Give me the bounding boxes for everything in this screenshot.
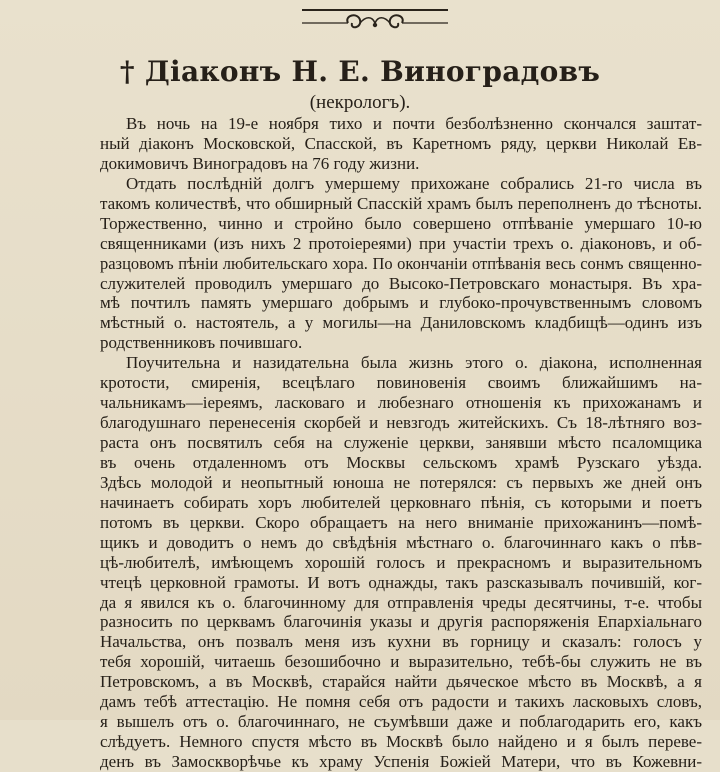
paragraph: [100, 353, 702, 772]
text-line: да я явился къ о. благочинному для отправленія чреды десятчины, т-е. чтобы: [100, 592, 702, 612]
text-line: ный діаконъ Московской, Спасской, въ Каретномъ ряду, церкви Николай Ев-: [100, 133, 702, 153]
text-line: щикъ и доводитъ о немъ до свѣдѣнія мѣстнаго о. благочиннаго какъ о пѣв-: [100, 532, 702, 552]
text-line: въ очень отдаленномъ отъ Москвы сельскомъ храмѣ Рузскаго уѣзда.: [100, 452, 702, 472]
text-line: цѣ-любителѣ, имѣющемъ хорошій голосъ и прекрасномъ и выразительномъ: [100, 552, 702, 572]
article-subtitle: (некрологъ).: [309, 92, 411, 113]
text-line: благодушнаго перенесенія скорбей и невзгодъ житейскихъ. Съ 18-лѣтняго воз-: [100, 413, 702, 433]
text-line: Петровскомъ, а въ Москвѣ, старайся найти дьяческое мѣсто въ Москвѣ, а я: [100, 672, 702, 692]
text-line: потомъ въ церкви. Скоро обращаетъ на него вниманіе прихожанинъ—помѣ-: [100, 512, 702, 532]
text-line: я вышелъ отъ о. благочиннаго, не съумѣвши даже и поблагодарить его, какъ: [100, 712, 702, 732]
text-line: разцовомъ пѣніи любительскаго хора. По окончаніи отпѣванія весь сонмъ священно-: [100, 253, 702, 273]
text-line: раста онъ посвятилъ себя на служеніе церкви, занявши мѣсто псаломщика: [100, 433, 702, 452]
text-line: священниками (изъ нихъ 2 протоіереями) при участіи трехъ о. діаконовъ, и об-: [100, 233, 702, 253]
text-line: Отдать послѣдній долгъ умершему прихожане собрались 21-го числа въ: [126, 173, 702, 193]
text-line: мѣ почтилъ память умершаго добрымъ и глубоко-прочувственнымъ словомъ: [100, 293, 702, 313]
text-line: тебя хорошій, читаешь безошибочно и выразительно, тебѣ-бы служить не въ: [100, 652, 702, 672]
text-line: дамъ тебѣ аттестацію. Не помня себя отъ радости и такихъ ласковыхъ словъ,: [100, 692, 702, 712]
text-line: родственниковъ почившаго.: [100, 333, 303, 353]
text-line: Въ ночь на 19-е ноября тихо и почти безболѣзненно скончался заштат-: [126, 114, 702, 133]
text-line: Поучительна и назидательна была жизнь этого о. діакона, исполненная: [126, 353, 702, 373]
paragraph: [100, 174, 702, 353]
text-line: чальникамъ—іереямъ, ласковаго и любезнаго отношенія къ прихожанамъ и: [100, 393, 702, 413]
paragraph: [100, 114, 702, 174]
text-line: Торжественно, чинно и стройно было совершено отпѣваніе умершаго 10-ю: [100, 213, 702, 233]
text-line: такомъ количествѣ, что обширный Спасскій храмъ былъ переполненъ до тѣсноты.: [100, 193, 702, 213]
text-line: слѣдуетъ. Немного спустя мѣсто въ Москвѣ было найдено и я былъ переве-: [100, 732, 702, 752]
text-line: денъ въ Замоскворѣчье къ храму Успенія Божіей Матери, что въ Кожевни-: [100, 752, 702, 771]
text-line: Здѣсь молодой и неопытный юноша не потерялся: съ первыхъ же дней онъ: [100, 472, 702, 492]
text-line: мѣстный о. настоятель, а у могилы—на Даниловскомъ кладбищѣ—одинъ изъ: [100, 313, 702, 333]
decorative-ornament-divider: [300, 6, 450, 38]
article-title: † Діаконъ Н. Е. Виноградовъ: [119, 55, 601, 88]
text-line: кротости, смиренія, всецѣлаго повиновенія своимъ ближайшимъ на-: [100, 373, 702, 393]
text-line: служителей проводилъ умершаго до Высоко-Петровскаго монастыря. Въ хра-: [100, 273, 702, 293]
article-body: [100, 114, 702, 772]
text-line: чтецѣ церковной грамоты. И вотъ однажды, такъ разсказывалъ почившій, ког-: [100, 572, 702, 592]
text-line: разносить по церквамъ благочинія указы и другія распоряженія Епархіальнаго: [100, 612, 702, 632]
text-line: Начальства, онъ позвалъ меня изъ кухни въ горницу и сказалъ: голосъ у: [100, 632, 702, 652]
text-line: докимовичъ Виноградовъ на 76 году жизни.: [100, 153, 420, 173]
text-line: начинаетъ собирать хоръ любителей церковнаго пѣнія, съ которыми и поетъ: [100, 492, 702, 512]
